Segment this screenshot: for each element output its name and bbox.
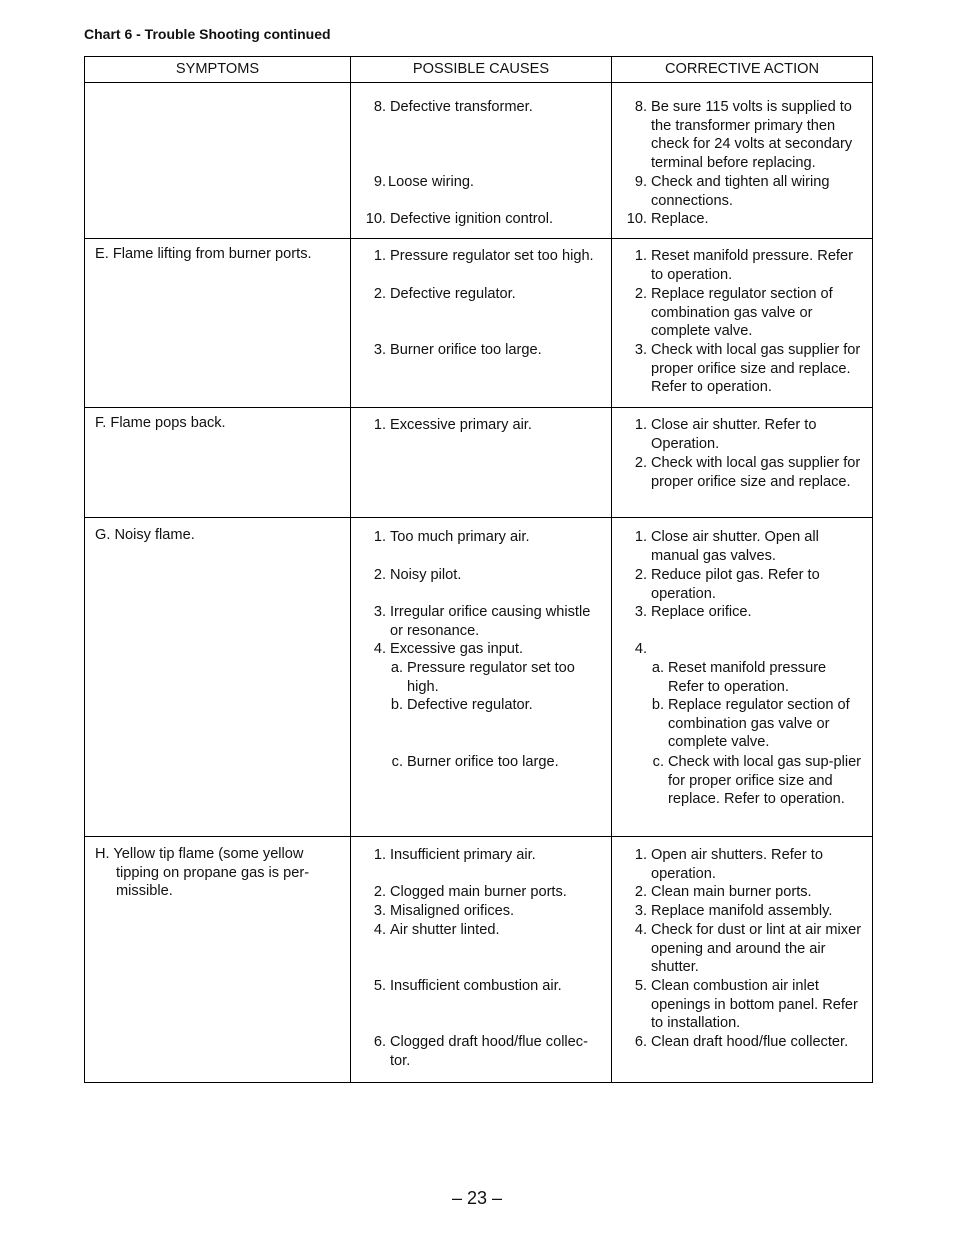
symptom-cell	[85, 518, 351, 837]
item-text: Misaligned orifices.	[390, 903, 515, 919]
item-text	[647, 640, 864, 659]
item-text: Defective transformer.	[390, 99, 533, 115]
list-item	[351, 846, 603, 865]
list-item	[351, 1033, 603, 1070]
sub-item-text: Replace regulator section of combination gas valve or complete valve.	[668, 697, 850, 751]
item-text: Close air shutter. Open all manual gas valves.	[651, 529, 819, 564]
sub-item-text: Burner orifice too large.	[407, 754, 559, 770]
sub-item	[351, 753, 603, 772]
actions-cell	[612, 837, 873, 1083]
sub-item-letter: c.	[391, 754, 403, 770]
actions-cell	[612, 239, 873, 408]
list-item	[351, 416, 603, 435]
sub-item	[612, 659, 864, 696]
item-text: Check and tighten all wiring connections.	[651, 174, 830, 209]
item-number: 4.	[634, 922, 647, 938]
sub-item-text: Check with local gas sup-plier for proper orifice size and replace. Refer to operation.	[668, 754, 862, 808]
item-text: Pressure regulator set too high.	[390, 248, 594, 264]
sub-item-letter: a.	[390, 660, 403, 676]
header-possible-causes: POSSIBLE CAUSES	[351, 57, 612, 83]
item-number: 6.	[634, 1034, 647, 1050]
symptom-cell	[85, 837, 351, 1083]
list-item	[351, 98, 603, 117]
symptom-cell	[85, 408, 351, 518]
item-number: 8.	[634, 99, 647, 115]
item-text: Clean combustion air inlet openings in bottom panel. Refer to installation.	[651, 978, 858, 1032]
item-number: 5.	[634, 978, 647, 994]
list-item	[351, 977, 603, 996]
item-text: Clogged draft hood/flue collec-tor.	[390, 1034, 588, 1069]
actions-cell	[612, 518, 873, 837]
causes-cell	[351, 239, 612, 408]
symptom-cell	[85, 239, 351, 408]
symptom-text: E. Flame lifting from burner ports.	[95, 246, 312, 262]
item-text: Reduce pilot gas. Refer to operation.	[651, 567, 820, 602]
sub-item	[612, 753, 864, 809]
list-item	[612, 921, 864, 977]
item-number: 4.	[373, 641, 386, 657]
sub-item	[612, 696, 864, 752]
actions-cell	[612, 83, 873, 239]
sub-item	[351, 659, 603, 696]
item-text: Burner orifice too large.	[390, 342, 542, 358]
list-item	[351, 173, 603, 192]
item-text: Be sure 115 volts is supplied to the transformer primary then check for 24 volts at secondary terminal before replacing.	[651, 99, 853, 172]
list-item	[612, 341, 864, 397]
list-item	[351, 210, 603, 229]
item-number: 1.	[634, 417, 647, 433]
item-text: Loose wiring.	[388, 174, 474, 190]
list-item	[351, 528, 603, 547]
list-item	[612, 416, 864, 453]
sub-item-text: Pressure regulator set too high.	[407, 660, 575, 695]
item-text: Clean draft hood/flue collecter.	[651, 1034, 849, 1050]
actions-cell	[612, 408, 873, 518]
list-item	[612, 285, 864, 341]
item-number: 1.	[634, 248, 647, 264]
list-item	[351, 285, 603, 304]
item-number: 4.	[373, 922, 386, 938]
list-item	[612, 603, 864, 622]
list-item	[612, 454, 864, 491]
item-text: Excessive gas input.	[390, 641, 524, 657]
item-text: Check with local gas supplier for proper orifice size and replace.	[651, 455, 861, 490]
item-number: 5.	[373, 978, 386, 994]
item-text: Check for dust or lint at air mixer opening and around the air shutter.	[651, 922, 862, 976]
item-text: Replace regulator section of combination gas valve or complete valve.	[651, 286, 833, 340]
symptom-cell	[85, 83, 351, 239]
list-item	[612, 528, 864, 565]
item-text: Excessive primary air.	[390, 417, 532, 433]
chart-title: Chart 6 - Trouble Shooting continued	[84, 26, 331, 42]
table-row	[85, 83, 873, 239]
item-number: 1.	[373, 529, 386, 545]
page-number: – 23 –	[451, 1188, 503, 1208]
item-number: 2.	[373, 884, 386, 900]
item-number: 3.	[373, 342, 386, 358]
sub-item	[351, 696, 603, 715]
list-item	[612, 1033, 864, 1052]
list-item	[351, 603, 603, 640]
list-item	[612, 566, 864, 603]
item-text: Noisy pilot.	[390, 567, 462, 583]
item-number: 2.	[634, 567, 647, 583]
item-number: 2.	[634, 455, 647, 471]
list-item	[612, 210, 864, 229]
item-number: 3.	[373, 903, 386, 919]
list-item	[351, 247, 603, 266]
list-item	[351, 341, 603, 360]
header-row	[85, 57, 873, 83]
item-text: Close air shutter. Refer to Operation.	[651, 417, 817, 452]
list-item	[612, 846, 864, 883]
item-number: 2.	[634, 884, 647, 900]
item-text: Replace.	[651, 211, 709, 227]
item-text: Replace manifold assembly.	[651, 903, 833, 919]
table-row	[85, 408, 873, 518]
list-item	[351, 902, 603, 921]
list-item	[612, 902, 864, 921]
item-number: 2.	[373, 286, 386, 302]
item-number: 1.	[373, 417, 386, 433]
item-text: Insufficient primary air.	[390, 847, 536, 863]
list-item	[612, 247, 864, 284]
item-number: 3.	[634, 342, 647, 358]
causes-cell	[351, 83, 612, 239]
item-text: Defective ignition control.	[390, 211, 554, 227]
item-number: 3.	[634, 903, 647, 919]
item-text: Check with local gas supplier for proper orifice size and replace. Refer to operation.	[651, 342, 861, 396]
item-number: 9.	[373, 174, 386, 190]
sub-item-text: Reset manifold pressure Refer to operation.	[668, 660, 827, 695]
item-text: Clogged main burner ports.	[390, 884, 567, 900]
item-number: 10.	[626, 211, 647, 227]
list-item	[612, 883, 864, 902]
item-number: 1.	[373, 248, 386, 264]
item-text: Insufficient combustion air.	[390, 978, 562, 994]
sub-item-letter: a.	[651, 660, 664, 676]
symptom-text: H. Yellow tip flame (some yellow tipping on propane gas is per-missible.	[95, 846, 310, 900]
item-number: 8.	[373, 99, 386, 115]
item-number: 3.	[373, 604, 386, 620]
causes-cell	[351, 408, 612, 518]
table-row	[85, 837, 873, 1083]
table-row	[85, 239, 873, 408]
item-number: 6.	[373, 1034, 386, 1050]
item-text: Defective regulator.	[390, 286, 516, 302]
item-text: Replace orifice.	[651, 604, 752, 620]
item-number: 4.	[634, 641, 647, 657]
causes-cell	[351, 518, 612, 837]
item-number: 1.	[373, 847, 386, 863]
list-item	[612, 977, 864, 1033]
sub-item-letter: b.	[651, 697, 664, 713]
header-corrective-action: CORRECTIVE ACTION	[612, 57, 873, 83]
list-item	[351, 921, 603, 940]
item-number: 2.	[373, 567, 386, 583]
item-number: 1.	[634, 529, 647, 545]
item-number: 10.	[365, 211, 386, 227]
item-text: Open air shutters. Refer to operation.	[651, 847, 823, 882]
sub-item-letter: c.	[652, 754, 664, 770]
list-item	[351, 566, 603, 585]
item-text: Too much primary air.	[390, 529, 530, 545]
item-text: Air shutter linted.	[390, 922, 500, 938]
list-item	[612, 98, 864, 173]
list-item	[612, 173, 864, 210]
symptom-text: G. Noisy flame.	[95, 527, 195, 543]
table-row	[85, 518, 873, 837]
list-item	[351, 640, 603, 659]
item-number: 1.	[634, 847, 647, 863]
sub-item-text: Defective regulator.	[407, 697, 533, 713]
symptom-text: F. Flame pops back.	[95, 415, 226, 431]
item-text: Irregular orifice causing whistle or resonance.	[390, 604, 591, 639]
causes-cell	[351, 837, 612, 1083]
item-number: 2.	[634, 286, 647, 302]
list-item	[351, 883, 603, 902]
item-number: 9.	[634, 174, 647, 190]
sub-item-letter: b.	[390, 697, 403, 713]
item-text: Clean main burner ports.	[651, 884, 812, 900]
item-number: 3.	[634, 604, 647, 620]
header-symptoms: SYMPTOMS	[85, 57, 351, 83]
list-item	[612, 640, 864, 659]
trouble-shooting-table	[84, 56, 873, 1083]
item-text: Reset manifold pressure. Refer to operation.	[651, 248, 853, 283]
